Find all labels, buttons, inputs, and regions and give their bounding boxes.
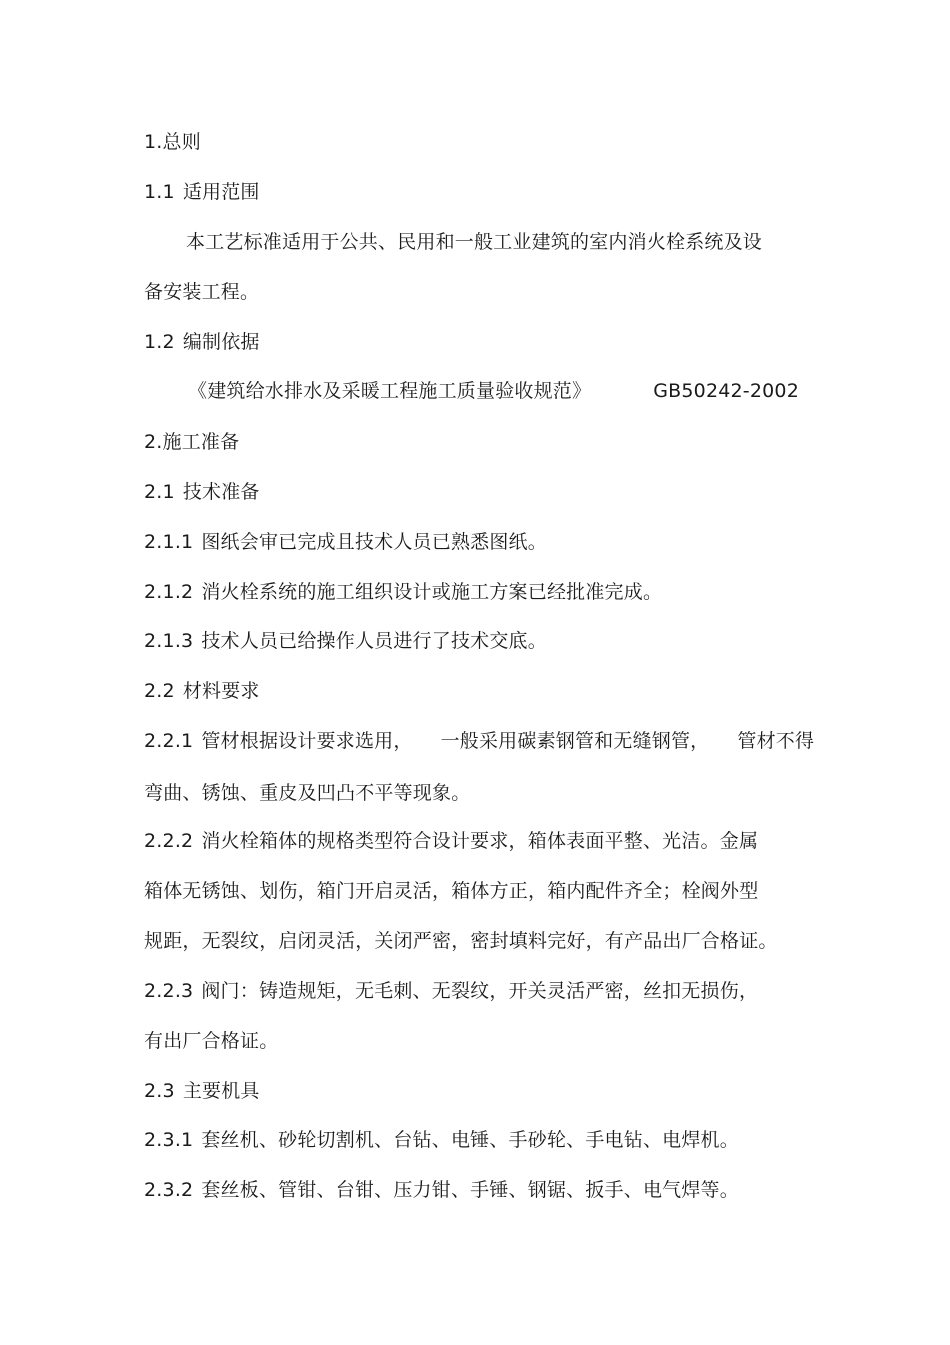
item-2-2-2-line2: 箱体无锈蚀、划伤，箱门开启灵活，箱体方正，箱内配件齐全；栓阀外型	[144, 880, 759, 902]
heading-title: 总则	[162, 131, 201, 153]
item-2-1-2	[144, 580, 662, 604]
paragraph-basis	[188, 379, 799, 403]
item-2-3-2	[144, 1178, 739, 1202]
heading-title: 技术准备	[182, 481, 260, 503]
heading-number: 1.2	[144, 331, 175, 353]
item-2-3-1	[144, 1128, 739, 1152]
heading-title: 适用范围	[182, 181, 260, 203]
item-text: 阀门：铸造规矩，无毛刺、无裂纹，开关灵活严密，丝扣无损伤，	[201, 980, 759, 1002]
item-2-2-2-line3: 规距，无裂纹，启闭灵活，关闭严密，密封填料完好，有产品出厂合格证。	[144, 930, 778, 952]
item-number: 2.1.2	[144, 581, 194, 603]
heading-tech-prep	[144, 480, 260, 504]
heading-title: 主要机具	[182, 1080, 260, 1102]
heading-title: 施工准备	[162, 431, 240, 453]
item-text: 图纸会审已完成且技术人员已熟悉图纸。	[201, 531, 547, 553]
heading-number: 2.2	[144, 680, 175, 702]
paragraph-scope-line2: 备安装工程。	[144, 281, 260, 303]
reference-code: GB50242-2002	[653, 380, 800, 402]
item-text: 套丝机、砂轮切割机、台钻、电锤、手砂轮、手电钻、电焊机。	[201, 1129, 739, 1151]
heading-materials	[144, 679, 260, 703]
heading-number: 2.	[144, 431, 163, 453]
item-text: 消火栓箱体的规格类型符合设计要求，箱体表面平整、光洁。金属	[201, 830, 759, 852]
heading-title: 材料要求	[182, 680, 260, 702]
item-text: 一般采用碳素钢管和无缝钢管，	[440, 730, 710, 752]
item-2-2-2-line1	[144, 829, 758, 853]
paragraph-scope-line1: 本工艺标准适用于公共、民用和一般工业建筑的室内消火栓系统及设	[186, 231, 763, 253]
heading-number: 1.1	[144, 181, 175, 203]
item-2-2-1-line2: 弯曲、锈蚀、重皮及凹凸不平等现象。	[144, 782, 471, 804]
item-text: 套丝板、管钳、台钳、压力钳、手锤、钢锯、扳手、电气焊等。	[201, 1179, 739, 1201]
heading-number: 1.	[144, 131, 163, 153]
heading-title: 编制依据	[182, 331, 260, 353]
item-text: 管材根据设计要求选用，	[201, 730, 413, 752]
item-number: 2.2.3	[144, 980, 194, 1002]
item-number: 2.1.3	[144, 630, 194, 652]
item-text: 技术人员已给操作人员进行了技术交底。	[201, 630, 547, 652]
item-text: 消火栓系统的施工组织设计或施工方案已经批准完成。	[201, 581, 663, 603]
heading-basis	[144, 330, 260, 354]
item-text: 管材不得	[737, 730, 815, 752]
heading-preparation	[144, 430, 239, 454]
item-2-2-3-line2: 有出厂合格证。	[144, 1030, 279, 1052]
item-2-2-1-line1	[144, 729, 814, 753]
item-2-1-3	[144, 629, 547, 653]
item-number: 2.3.1	[144, 1129, 194, 1151]
item-number: 2.3.2	[144, 1179, 194, 1201]
item-number: 2.2.1	[144, 730, 194, 752]
item-2-1-1	[144, 530, 547, 554]
item-number: 2.1.1	[144, 531, 194, 553]
heading-tools	[144, 1079, 260, 1103]
heading-number: 2.1	[144, 481, 175, 503]
reference-title: 《建筑给水排水及采暖工程施工质量验收规范》	[188, 380, 592, 402]
item-number: 2.2.2	[144, 830, 194, 852]
item-2-2-3-line1	[144, 979, 758, 1003]
heading-scope	[144, 180, 260, 204]
heading-general	[144, 130, 201, 154]
heading-number: 2.3	[144, 1080, 175, 1102]
